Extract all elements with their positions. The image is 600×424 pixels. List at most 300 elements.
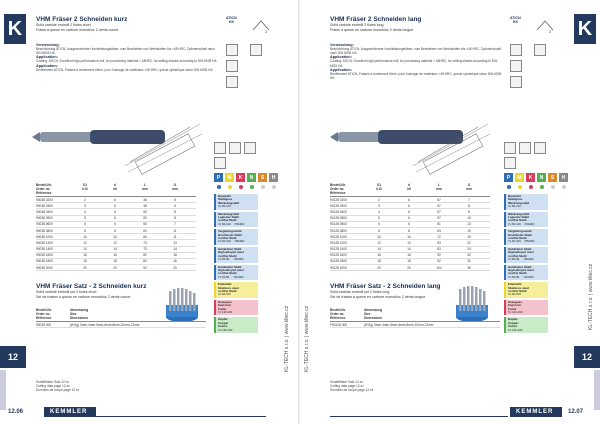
suitability-dot	[239, 185, 243, 189]
left-note-3: Données de coupe page 12.xx	[36, 388, 80, 393]
table-cell: 18	[377, 259, 381, 264]
table-cell: 8	[468, 209, 470, 214]
left-subtitle-1: Solid carbide endmill 2 flutes short	[36, 23, 91, 27]
right-set-title: VHM Fräser Satz - 2 Schneiden lang	[330, 283, 441, 290]
table-cell: 50	[143, 216, 147, 221]
suitability-dot	[540, 185, 544, 189]
material-box-value: Vc 60-100	[508, 292, 521, 297]
table-cell[interactable]: 90128 0300	[330, 203, 347, 208]
material-h-dot	[559, 183, 568, 191]
material-k-badge: K	[526, 173, 535, 182]
left-page-number: 12.06	[8, 409, 24, 415]
table-cell: 84	[143, 259, 147, 264]
right-header	[330, 16, 490, 33]
material-box-title: Gehärteter Stahl High-alloyed steel rostfrei Stahl	[508, 246, 534, 258]
right-sec-2-text: Coating: ATICN, Excellent high-performance mill, for processing material < 48HRC, for milling shanks according to DIN 6535 HA	[330, 59, 498, 68]
left-sec-1-text: Beschichtung ATICN, Ausgezeichnete Hochleistungsfräser, zum Bearbeiten von Werkstoffen bis <48 HRC, Zylinderschaft nach DIN 6535 HA	[36, 47, 215, 56]
table-cell[interactable]: 90038 0400	[36, 209, 53, 214]
table-row	[330, 322, 500, 328]
left-din-icon	[226, 76, 238, 88]
table-cell: 8	[84, 228, 86, 233]
material-box-title: Gehärteter Stahl High-alloyed steel rostfrei Stahl	[508, 264, 534, 276]
table-cell: 18	[173, 253, 177, 258]
left-sec-2-text: Coating: ATICN, Excellent high-performance mill, for processing material < 48HRC, for milling shanks according to DIN 6535 HA	[36, 59, 217, 64]
material-h-badge: H	[269, 173, 278, 182]
right-sec-1-heading: Verwendung:	[330, 43, 354, 47]
left-helix-icon	[250, 44, 262, 56]
right-material-dots	[504, 183, 568, 191]
table-cell: 10	[113, 234, 117, 239]
table-cell: 6	[408, 216, 410, 221]
table-cell: 6	[378, 222, 380, 227]
table-cell[interactable]: 90128 2000	[330, 265, 347, 270]
table-cell: 24	[467, 247, 471, 252]
left-side-website[interactable]: KL-TECH s.r.o. | www.kltec.cz	[284, 305, 290, 372]
material-box	[214, 282, 258, 298]
table-cell[interactable]: 90128 1000	[330, 234, 347, 239]
material-box	[214, 229, 258, 245]
left-coating-label: ATICN HX	[226, 16, 237, 25]
table-cell: 18	[407, 259, 411, 264]
material-m-dot	[515, 183, 524, 191]
table-cell: 6	[84, 222, 86, 227]
suitability-dot	[529, 185, 533, 189]
material-box-value: Vc 60-100 <55HRC	[508, 239, 535, 244]
material-k-badge: K	[236, 173, 245, 182]
right-coating-label: ATICN HX	[510, 16, 521, 25]
table-cell: 5	[174, 197, 176, 202]
material-box	[504, 229, 548, 245]
left-edge-strip	[0, 370, 6, 410]
left-sec-3-heading: Application:	[36, 63, 58, 68]
ramp-milling-icon	[244, 142, 256, 154]
table-cell: 20	[407, 265, 411, 270]
table-cell[interactable]: 90038 0300	[36, 203, 53, 208]
material-p-dot	[504, 183, 513, 191]
material-box-title: Edelstahl Stainless steel rostfrei Stahl	[508, 282, 529, 293]
material-box	[504, 300, 548, 316]
right-sec-3-heading: Application:	[330, 67, 352, 72]
right-set-col-size: Abmessung Size Dimensions	[364, 308, 383, 320]
table-cell: 5	[84, 216, 86, 221]
material-h-dot	[269, 183, 278, 191]
material-box	[214, 265, 258, 281]
right-material-bar	[504, 173, 568, 182]
table-cell: 82	[143, 253, 147, 258]
left-note-2: Cutting data page 12.xx	[36, 384, 70, 389]
material-box-value: Vc 120-160	[218, 327, 233, 332]
table-col-header: l1 mm	[466, 183, 472, 191]
table-col-header: L mm	[436, 183, 442, 191]
left-set-title: VHM Fräser Satz - 2 Schneiden kurz	[36, 283, 147, 290]
table-cell: 3	[378, 203, 380, 208]
table-cell: 38	[467, 265, 471, 270]
table-cell: 38	[143, 197, 147, 202]
table-cell: 57	[437, 197, 441, 202]
table-cell: 16	[83, 253, 87, 258]
left-chapter-tab[interactable]: 12	[0, 346, 26, 368]
left-material-boxes	[214, 194, 258, 335]
right-edge-website[interactable]: KL-TECH s.r.o. | www.kltec.cz	[588, 263, 594, 330]
material-box-title: Baustahl Stahlguss Werkzeugstahl	[508, 194, 530, 205]
table-cell: 6	[114, 197, 116, 202]
table-cell: 16	[377, 253, 381, 258]
material-box-value: Vc 120-160	[218, 309, 233, 314]
table-cell[interactable]: 90038 0600	[36, 222, 53, 227]
table-cell: 6	[114, 222, 116, 227]
material-box-title: Werkzeugstahl Legierter Stahl rostfrei Stahl	[508, 211, 530, 223]
material-s-dot	[548, 183, 557, 191]
table-cell[interactable]: 90038 2000	[36, 265, 53, 270]
left-endmill-drawing	[30, 102, 210, 187]
table-cell: 7	[174, 222, 176, 227]
table-col-header: D1 h10	[82, 183, 88, 191]
material-box	[504, 247, 548, 263]
material-box	[214, 300, 258, 316]
table-col-header: Bestell-Nr. Order no. Référence	[36, 183, 52, 195]
right-sec-3-text: Revêtement ATICN, Fraises à rendement élevé, pour l'usinage de matériaux <48 HRC, queue cylindrique selon DIN 6535 HA	[330, 71, 502, 81]
right-set-order-no: F90128 000	[330, 322, 348, 327]
table-cell: 50	[143, 209, 147, 214]
material-s-dot	[258, 183, 267, 191]
table-cell: 22	[467, 240, 471, 245]
table-cell: 57	[437, 209, 441, 214]
side-milling-icon	[229, 142, 241, 154]
table-cell: 104	[436, 265, 442, 270]
right-product-table	[330, 183, 490, 271]
table-cell: 20	[83, 265, 87, 270]
left-title: VHM Fräser 2 Schneiden kurz	[36, 16, 128, 23]
table-cell: 63	[437, 228, 441, 233]
material-box-value: Vc 60-100 <55HRC	[218, 239, 245, 244]
material-m-dot	[225, 183, 234, 191]
material-box	[504, 317, 548, 333]
right-note-2: Cutting data page 12.xx	[330, 384, 364, 389]
table-cell: 10	[407, 234, 411, 239]
material-box	[214, 212, 258, 228]
material-box-title: Werkzeugstahl Legierter Stahl rostfrei Stahl	[218, 211, 240, 223]
suitability-dot	[507, 185, 511, 189]
table-cell[interactable]: 90128 1800	[330, 259, 347, 264]
table-cell: 12	[113, 240, 117, 245]
table-cell: 19	[467, 228, 471, 233]
table-cell[interactable]: 90038 0200	[36, 197, 53, 202]
left-sec-3-text: Revêtement ATICN, Fraises à rendement élevé, pour l'usinage de matériaux <48 HRC, queue cylindrique selon DIN 6535 HA	[36, 67, 213, 72]
material-m-badge: M	[225, 173, 234, 182]
right-set-subtitle-1: Solid carbide endmill set 2 flutes long	[330, 290, 390, 294]
table-cell: 10	[377, 234, 381, 239]
slot-milling-icon	[504, 142, 516, 154]
suitability-dot	[228, 185, 232, 189]
material-box-title: Grauguss Cast iron Fonte	[218, 299, 233, 311]
right-sec-1-text: Beschichtung ATICN, Ausgezeichnete Hochleistungsfräser, zum Bearbeiten von Werkstoffen bis <48 HRC, Zylinderschaft nach DIN 6535 HA	[330, 47, 501, 56]
right-subtitle-1: Solid carbide endmill 2 flutes long	[330, 23, 384, 27]
left-note	[36, 380, 79, 393]
right-shank-icon	[510, 44, 522, 56]
right-din-icon	[510, 76, 522, 88]
right-note-1: Schaftfräser Satz 12.xx	[330, 380, 363, 384]
left-product-table	[36, 183, 196, 271]
table-col-header: Bestell-Nr. Order no. Référence	[330, 183, 346, 195]
table-cell: 2	[378, 197, 380, 202]
left-set-subtitle-1: Solid carbide endmill set 2 flutes short	[36, 290, 97, 294]
table-cell: 12	[377, 240, 381, 245]
table-header	[36, 183, 196, 197]
material-box-value: Vc 60-90 <58HRC	[508, 257, 534, 262]
table-cell: 72	[437, 234, 441, 239]
right-angle-icon	[534, 18, 556, 39]
table-col-header: d h6	[407, 183, 411, 191]
table-cell[interactable]: 90128 0200	[330, 197, 347, 202]
suitability-dot	[250, 185, 254, 189]
right-edge-strip	[594, 370, 600, 410]
material-box	[504, 194, 548, 210]
material-box-title: Baustahl Stahlguss Werkzeugstahl	[218, 194, 240, 205]
suitability-dot	[518, 185, 522, 189]
plunge-milling-icon	[504, 157, 516, 169]
table-cell[interactable]: 90038 1000	[36, 234, 53, 239]
right-material-boxes	[504, 194, 548, 335]
table-cell: 32	[467, 253, 471, 258]
material-p-dot	[214, 183, 223, 191]
left-footer-brand: KEMMLER	[44, 407, 96, 417]
material-box-value: Vc 120-160	[508, 327, 523, 332]
table-cell[interactable]: 90128 1200	[330, 240, 347, 245]
material-n-badge: N	[537, 173, 546, 182]
table-cell[interactable]: 90128 0600	[330, 222, 347, 227]
table-cell: 6	[114, 203, 116, 208]
table-cell: 8	[174, 209, 176, 214]
right-helix-icon	[534, 44, 546, 56]
table-cell[interactable]: 90038 1200	[36, 240, 53, 245]
table-cell: 14	[377, 247, 381, 252]
table-cell: 6	[174, 203, 176, 208]
slot-milling-icon	[214, 142, 226, 154]
table-cell: 8	[174, 216, 176, 221]
left-sec-1-heading: Verwendung:	[36, 43, 60, 47]
table-cell: 19	[467, 234, 471, 239]
table-cell: 10	[467, 216, 471, 221]
table-cell[interactable]: 90128 1400	[330, 247, 347, 252]
table-cell: 38	[143, 203, 147, 208]
table-cell: 16	[407, 253, 411, 258]
table-cell: 6	[408, 209, 410, 214]
right-chapter-tab[interactable]: 12	[574, 346, 600, 368]
table-cell: 11	[173, 228, 177, 233]
suitability-dot	[551, 185, 555, 189]
right-footer-rule	[330, 416, 508, 417]
suitability-dot	[217, 185, 221, 189]
left-set-table	[36, 308, 206, 328]
table-cell[interactable]: 90038 1600	[36, 253, 53, 258]
table-cell: 8	[468, 203, 470, 208]
right-page	[300, 0, 600, 424]
material-box	[214, 194, 258, 210]
material-box-value: Vc 80-120	[508, 204, 521, 209]
table-cell: 50	[143, 222, 147, 227]
table-col-header: d h6	[113, 183, 117, 191]
right-footer-brand: KEMMLER	[510, 407, 562, 417]
left-set-subtitle-2: Set de fraises à queue en carbure monobloc 2 dents courte	[36, 295, 131, 299]
material-box	[214, 317, 258, 333]
table-cell: 92	[437, 259, 441, 264]
table-cell: 8	[378, 228, 380, 233]
right-endmill-drawing	[328, 102, 508, 187]
table-cell: 8	[114, 228, 116, 233]
left-sec-2-heading: Application:	[36, 55, 58, 60]
material-box-title: Vergütungsstahl Hochfester Stahl rostfrei Stahl	[508, 229, 532, 241]
right-set-table	[330, 308, 500, 328]
table-cell[interactable]: 90038 1800	[36, 259, 53, 264]
left-set-col-size: Abmessung Size Dimensions	[70, 308, 89, 320]
table-cell: 6	[408, 203, 410, 208]
table-cell: 5	[378, 216, 380, 221]
table-col-header: L mm	[142, 183, 148, 191]
material-box-value: Vc 120-160	[508, 309, 523, 314]
table-cell: 92	[437, 253, 441, 258]
table-cell: 66	[143, 234, 147, 239]
material-m-badge: M	[515, 173, 524, 182]
suitability-dot	[261, 185, 265, 189]
material-box-value: Vc 60-80 <62HRC	[508, 274, 534, 279]
left-shank-icon	[226, 44, 238, 56]
material-n-dot	[247, 183, 256, 191]
table-cell: 20	[173, 265, 177, 270]
table-cell: 57	[437, 216, 441, 221]
right-note-3: Données de coupe page 12.xx	[330, 388, 374, 393]
material-box-title: Edelstahl Stainless steel rostfrei Stahl	[218, 282, 239, 293]
material-n-dot	[537, 183, 546, 191]
left-tolerance-icon	[226, 60, 238, 72]
right-tolerance-icon	[510, 60, 522, 72]
right-subtitle-2: Fraise à queue en carbure monobloc 2 dents longue	[330, 28, 414, 32]
brand-logo-right: K	[574, 14, 596, 44]
material-box-title: Kupfer Copper Cuivre	[508, 317, 519, 329]
ramp-milling-icon	[534, 142, 546, 154]
material-n-badge: N	[247, 173, 256, 182]
table-cell[interactable]: 90128 0400	[330, 209, 347, 214]
table-cell: 6	[408, 222, 410, 227]
left-set-order-no: 90038 000	[36, 322, 52, 327]
material-box-title: Kupfer Copper Cuivre	[218, 317, 229, 329]
table-cell: 57	[437, 203, 441, 208]
left-angle-icon	[250, 18, 272, 39]
left-description	[36, 43, 221, 72]
right-note	[330, 380, 373, 393]
right-side-website[interactable]: KL-TECH s.r.o. | www.kltec.cz	[304, 305, 310, 372]
material-box-title: Gehärteter Stahl High-alloyed steel rostfrei Stahl	[218, 246, 244, 258]
table-header	[330, 183, 490, 197]
left-set-dims: (Ø 6g) 3mm-4mm-5mm-6mm-8mm-10mm-12mm	[70, 322, 140, 327]
material-box-value: Vc 60-100	[218, 292, 231, 297]
right-set-dims: (Ø 6g) 3mm-4mm-5mm-6mm-8mm-10mm-12mm	[364, 322, 434, 327]
material-box-value: Vc 60-90 <58HRC	[218, 257, 244, 262]
material-p-badge: P	[214, 173, 223, 182]
table-cell: 7	[468, 197, 470, 202]
left-footer-rule	[96, 416, 266, 417]
right-operation-icons	[504, 142, 550, 169]
material-box-value: Vc 80-120	[218, 204, 231, 209]
right-description	[330, 43, 505, 80]
right-sec-2-heading: Application:	[330, 55, 352, 60]
table-cell: 6	[408, 197, 410, 202]
table-cell: 12	[407, 240, 411, 245]
material-box-title: Grauguss Cast iron Fonte	[508, 299, 523, 311]
table-cell[interactable]: 90038 0500	[36, 216, 53, 221]
table-cell: 12	[83, 240, 87, 245]
table-cell: 20	[113, 265, 117, 270]
material-box	[504, 282, 548, 298]
table-cell[interactable]: 90128 0500	[330, 216, 347, 221]
left-set-col-order: Bestell-Nr. Order no. Référence	[36, 308, 52, 320]
table-cell: 14	[83, 247, 87, 252]
material-box-value: Vc 60-80 <62HRC	[218, 274, 244, 279]
left-material-dots	[214, 183, 278, 191]
table-cell: 8	[408, 228, 410, 233]
table-cell[interactable]: 90038 1400	[36, 247, 53, 252]
table-cell: 32	[467, 259, 471, 264]
material-k-dot	[236, 183, 245, 191]
table-cell: 13	[467, 222, 471, 227]
svg-text:2: 2	[549, 29, 552, 34]
table-row	[36, 322, 206, 328]
table-cell[interactable]: 90128 1600	[330, 253, 347, 258]
table-row	[36, 265, 196, 271]
table-cell: 92	[143, 265, 147, 270]
right-title: VHM Fräser 2 Schneiden lang	[330, 16, 422, 23]
material-box	[504, 265, 548, 281]
brand-logo: K	[4, 14, 26, 44]
material-box-title: Vergütungsstahl Hochfester Stahl rostfrei Stahl	[218, 229, 242, 241]
table-cell: 6	[114, 216, 116, 221]
table-cell: 13	[173, 240, 177, 245]
left-material-bar	[214, 173, 278, 182]
table-row	[330, 265, 490, 271]
table-cell: 4	[378, 209, 380, 214]
side-milling-icon	[519, 142, 531, 154]
table-cell: 83	[437, 240, 441, 245]
material-h-badge: H	[559, 173, 568, 182]
suitability-dot	[272, 185, 276, 189]
material-box-value: Vc 60-120 <50HRC	[218, 221, 245, 226]
table-cell: 18	[83, 259, 87, 264]
material-s-badge: S	[548, 173, 557, 182]
table-cell: 18	[113, 259, 117, 264]
right-page-number: 12.07	[568, 409, 584, 415]
plunge-milling-icon	[214, 157, 226, 169]
table-cell: 20	[377, 265, 381, 270]
table-cell: 16	[173, 259, 177, 264]
table-cell: 73	[143, 247, 147, 252]
table-cell: 61	[437, 222, 441, 227]
left-note-1: Schaftfräser Satz 12.xx	[36, 380, 69, 384]
material-s-badge: S	[258, 173, 267, 182]
material-box-value: Vc 60-120 <50HRC	[508, 221, 535, 226]
table-cell: 16	[113, 253, 117, 258]
table-cell[interactable]: 90038 0800	[36, 228, 53, 233]
table-cell[interactable]: 90128 0800	[330, 228, 347, 233]
right-set-subtitle-2: Set de fraises à queue en carbure monobloc 2 dents longue	[330, 295, 426, 299]
left-header	[36, 16, 196, 33]
material-k-dot	[526, 183, 535, 191]
table-cell: 14	[113, 247, 117, 252]
material-box	[504, 212, 548, 228]
suitability-dot	[562, 185, 566, 189]
table-cell: 14	[407, 247, 411, 252]
table-cell: 3	[84, 203, 86, 208]
table-col-header: D1 h10	[376, 183, 382, 191]
left-operation-icons	[214, 142, 260, 169]
